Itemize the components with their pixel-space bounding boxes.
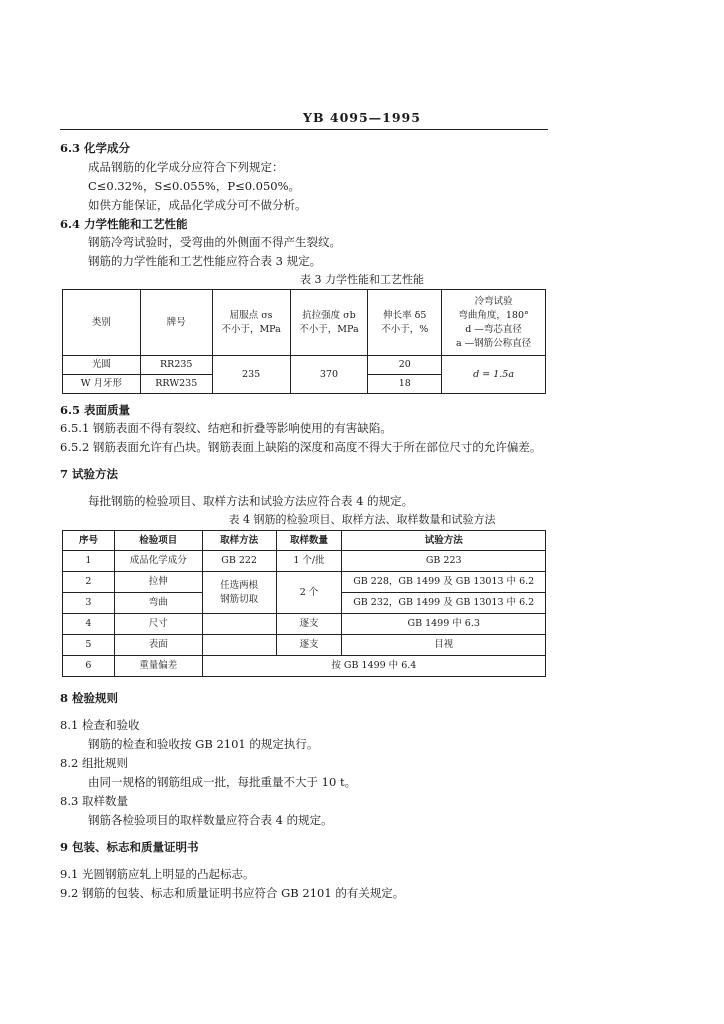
section-6-4-line-1: 钢筋冷弯试验时，受弯曲的外侧面不得产生裂纹。 bbox=[88, 235, 341, 249]
table-3-yield-value: 235 bbox=[212, 356, 290, 394]
section-8-3-line: 钢筋各检验项目的取样数量应符合表 4 的规定。 bbox=[88, 813, 333, 827]
table-3-caption: 表 3 力学性能和工艺性能 bbox=[300, 273, 424, 286]
table-3-bend-value: d = 1.5a bbox=[442, 356, 546, 394]
table-3-header-yield-line-1: 屈服点 σs bbox=[229, 309, 273, 321]
table-3-row-2-type: W 月牙形 bbox=[63, 375, 141, 394]
table-4-row-1-item: 成品化学成分 bbox=[114, 551, 202, 572]
table-4-row-4-item: 尺寸 bbox=[114, 614, 202, 635]
table-4-header-sampling-qty: 取样数量 bbox=[276, 531, 342, 551]
table-3-header-tensile-line-2: 不小于，MPa bbox=[299, 323, 359, 335]
table-4-merged-method-line-1: 任选两根 bbox=[220, 579, 259, 591]
table-3-header-elongation-line-1: 伸长率 δ5 bbox=[383, 309, 427, 321]
section-8-2-title: 8.2 组批规则 bbox=[60, 756, 128, 770]
section-6-5-1: 6.5.1 钢筋表面不得有裂纹、结疤和折叠等影响使用的有害缺陷。 bbox=[60, 421, 392, 435]
table-3-header-bend-line-4: a —钢筋公称直径 bbox=[456, 337, 532, 349]
table-4-header-sampling-method: 取样方法 bbox=[202, 531, 276, 551]
table-3-header-bend-line-2: 弯曲角度，180° bbox=[458, 309, 529, 321]
section-8-2-line: 由同一规格的钢筋组成一批，每批重量不大于 10 t。 bbox=[88, 775, 357, 789]
section-6-3-title: 6.3 化学成分 bbox=[60, 141, 131, 155]
table-4-row-5-item: 表面 bbox=[114, 635, 202, 656]
table-3 bbox=[62, 289, 546, 394]
section-8-title: 8 检验规则 bbox=[60, 691, 119, 705]
table-4-merged-method-line-2: 钢筋切取 bbox=[220, 593, 259, 605]
section-8-3-title: 8.3 取样数量 bbox=[60, 794, 128, 808]
table-4-header-test-method: 试验方法 bbox=[342, 531, 546, 551]
table-3-header-bend bbox=[442, 290, 546, 356]
section-8-1-line: 钢筋的检查和验收按 GB 2101 的规定执行。 bbox=[88, 737, 319, 751]
table-4-row-6-test-method: 按 GB 1499 中 6.4 bbox=[202, 656, 545, 677]
section-7-title: 7 试验方法 bbox=[60, 467, 119, 481]
table-3-header-tensile-line-1: 抗拉强度 σb bbox=[302, 309, 356, 321]
table-4 bbox=[62, 530, 546, 677]
table-4-row-1-test-method: GB 223 bbox=[342, 551, 546, 572]
section-9-title: 9 包装、标志和质量证明书 bbox=[60, 840, 199, 854]
section-7-line-1: 每批钢筋的检验项目、取样方法和试验方法应符合表 4 的规定。 bbox=[88, 494, 414, 508]
table-4-header-item: 检验项目 bbox=[114, 531, 202, 551]
table-3-header-grade: 牌号 bbox=[140, 290, 212, 356]
table-3-tensile-value: 370 bbox=[290, 356, 368, 394]
section-6-3-line-1: 成品钢筋的化学成分应符合下列规定： bbox=[88, 160, 284, 174]
header-rule bbox=[60, 129, 548, 130]
table-4-row-1-sampling-method: GB 222 bbox=[202, 551, 276, 572]
section-6-3-line-3: 如供方能保证，成品化学成分可不做分析。 bbox=[88, 198, 307, 212]
table-4-row-4-no: 4 bbox=[63, 614, 115, 635]
section-9-1: 9.1 光圆钢筋应轧上明显的凸起标志。 bbox=[60, 867, 255, 881]
table-4-row-2-item: 拉伸 bbox=[114, 572, 202, 593]
table-3-header-bend-line-3: d —弯芯直径 bbox=[465, 323, 522, 335]
page-header-code: YB 4095—1995 bbox=[303, 110, 421, 125]
table-4-row-5-test-method: 目视 bbox=[342, 635, 546, 656]
table-3-row-1-type: 光圆 bbox=[63, 356, 141, 375]
table-4-row-4-sampling-method bbox=[202, 614, 276, 635]
table-4-row-5-sampling-qty: 逐支 bbox=[276, 635, 342, 656]
table-3-header-elongation bbox=[368, 290, 442, 356]
table-4-merged-sampling-qty: 2 个 bbox=[276, 572, 342, 614]
table-3-row-2-grade: RRW235 bbox=[140, 375, 212, 394]
table-4-row-3-test-method: GB 232，GB 1499 及 GB 13013 中 6.2 bbox=[342, 593, 546, 614]
section-6-4-line-2: 钢筋的力学性能和工艺性能应符合表 3 规定。 bbox=[88, 254, 322, 268]
table-4-row-5-sampling-method bbox=[202, 635, 276, 656]
table-3-row-1-grade: RR235 bbox=[140, 356, 212, 375]
section-8-1-title: 8.1 检查和验收 bbox=[60, 718, 140, 732]
table-3-header-tensile bbox=[290, 290, 368, 356]
table-3-row-2-elongation: 18 bbox=[368, 375, 442, 394]
table-4-header-no: 序号 bbox=[63, 531, 115, 551]
table-3-header-yield-line-2: 不小于，MPa bbox=[221, 323, 281, 335]
table-4-row-2-test-method: GB 228，GB 1499 及 GB 13013 中 6.2 bbox=[342, 572, 546, 593]
table-3-header-bend-line-1: 冷弯试验 bbox=[474, 295, 513, 307]
table-4-row-4-test-method: GB 1499 中 6.3 bbox=[342, 614, 546, 635]
section-6-5-title: 6.5 表面质量 bbox=[60, 403, 131, 417]
table-4-row-6-no: 6 bbox=[63, 656, 115, 677]
table-4-row-3-item: 弯曲 bbox=[114, 593, 202, 614]
table-4-row-3-no: 3 bbox=[63, 593, 115, 614]
table-4-caption: 表 4 钢筋的检验项目、取样方法、取样数量和试验方法 bbox=[228, 513, 496, 526]
table-4-row-2-no: 2 bbox=[63, 572, 115, 593]
table-4-row-5-no: 5 bbox=[63, 635, 115, 656]
section-9-2: 9.2 钢筋的包装、标志和质量证明书应符合 GB 2101 的有关规定。 bbox=[60, 886, 405, 900]
table-3-header-yield bbox=[212, 290, 290, 356]
table-4-merged-sampling-method bbox=[202, 572, 276, 614]
section-6-4-title: 6.4 力学性能和工艺性能 bbox=[60, 217, 188, 231]
table-3-row-1-elongation: 20 bbox=[368, 356, 442, 375]
table-3-header-type: 类别 bbox=[63, 290, 141, 356]
section-6-5-2: 6.5.2 钢筋表面允许有凸块。钢筋表面上缺陷的深度和高度不得大于所在部位尺寸的允许偏差。 bbox=[60, 440, 542, 454]
table-4-row-4-sampling-qty: 逐支 bbox=[276, 614, 342, 635]
table-4-row-6-item: 重量偏差 bbox=[114, 656, 202, 677]
section-6-3-line-2: C≤0.32%，S≤0.055%，P≤0.050%。 bbox=[88, 179, 301, 193]
table-4-row-1-sampling-qty: 1 个/批 bbox=[276, 551, 342, 572]
table-4-row-1-no: 1 bbox=[63, 551, 115, 572]
table-3-header-elongation-line-2: 不小于，% bbox=[381, 323, 429, 335]
